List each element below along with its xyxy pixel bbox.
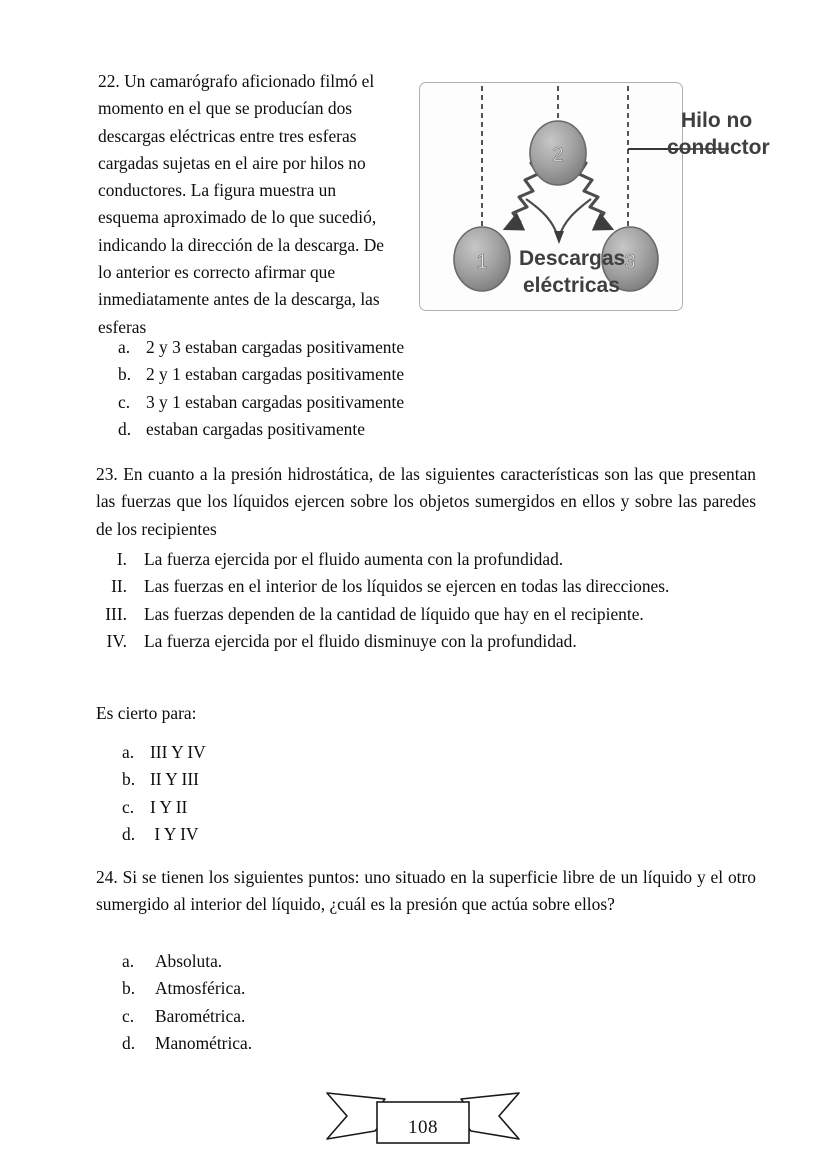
option-letter: c. xyxy=(122,796,135,817)
option-text: Barométrica. xyxy=(155,1005,246,1026)
option-row[interactable] xyxy=(118,416,404,443)
option-text: 2 y 1 estaban cargadas positivamente xyxy=(146,364,405,385)
question-22-figure xyxy=(419,79,819,319)
roman-item xyxy=(96,573,756,600)
option-text: I Y II xyxy=(150,796,188,817)
option-letter: a. xyxy=(122,742,135,762)
option-text: 3 y 1 estaban cargadas positivamente xyxy=(146,391,405,412)
question-23-options xyxy=(122,739,206,848)
thread-caption-line1: Hilo no xyxy=(681,109,753,132)
discharge-leader-left xyxy=(526,199,558,237)
discharge-label-line1: Descargas xyxy=(519,247,626,270)
option-row[interactable] xyxy=(122,739,206,766)
thread-caption-line2: conductor xyxy=(667,136,770,159)
option-text: III Y IV xyxy=(150,742,206,762)
option-letter: a. xyxy=(118,337,131,357)
option-letter: b. xyxy=(122,978,136,999)
option-letter: c. xyxy=(118,391,131,412)
sphere-3-label: 3 xyxy=(624,251,636,273)
option-row[interactable] xyxy=(122,975,252,1002)
option-text: estaban cargadas positivamente xyxy=(146,418,365,439)
option-text: Absoluta. xyxy=(155,951,223,971)
question-24-stem: 24. Si se tienen los siguientes puntos: uno situado en la superficie libre de un líquido y el otro sumergido al interior del líquido, ¿cuál es la presión que actúa sobre ellos? xyxy=(96,867,756,915)
roman-item xyxy=(96,546,756,573)
option-letter: b. xyxy=(118,364,132,385)
option-text: Manométrica. xyxy=(155,1032,253,1053)
option-row[interactable] xyxy=(122,766,206,793)
sphere-1-group xyxy=(454,227,510,291)
roman-numeral: I. xyxy=(116,549,127,569)
question-23-stem: 23. En cuanto a la presión hidrostática, de las siguientes características son las que presentan las fuerzas que los líquidos ejercen sobre los objetos sumergidos en ellos y sobre las paredes de los recipientes xyxy=(96,464,756,539)
option-letter: a. xyxy=(122,951,135,971)
question-22-options xyxy=(118,334,404,443)
footer-ribbon xyxy=(323,1087,523,1155)
roman-item-text: Las fuerzas en el interior de los líquidos se ejercen en todas las direcciones. xyxy=(144,576,670,597)
discharge-arrowhead xyxy=(554,231,564,244)
option-row[interactable] xyxy=(122,948,252,975)
roman-item-text: La fuerza ejercida por el fluido disminuye con la profundidad. xyxy=(144,631,577,652)
option-row[interactable] xyxy=(118,334,404,361)
option-text: I Y IV xyxy=(150,823,199,844)
roman-numeral: IV. xyxy=(106,631,127,652)
option-row[interactable] xyxy=(122,794,206,821)
option-row[interactable] xyxy=(122,821,206,848)
roman-item-text: Las fuerzas dependen de la cantidad de líquido que hay en el recipiente. xyxy=(144,603,644,624)
page-number: 108 xyxy=(408,1117,438,1138)
option-letter: b. xyxy=(122,769,136,790)
question-23-prompt: Es cierto para: xyxy=(96,703,197,723)
sphere-2-label: 2 xyxy=(552,144,564,166)
option-text: 2 y 3 estaban cargadas positivamente xyxy=(146,337,405,357)
option-row[interactable] xyxy=(118,389,404,416)
option-text: II Y III xyxy=(150,769,199,790)
option-letter: d. xyxy=(122,1032,136,1053)
option-letter: c. xyxy=(122,1005,135,1026)
option-letter: d. xyxy=(122,823,136,844)
option-letter: d. xyxy=(118,418,132,439)
roman-item-text: La fuerza ejercida por el fluido aumenta con la profundidad. xyxy=(144,549,564,569)
question-22-stem: 22. Un camarógrafo aficionado filmó el momento en el que se producían dos descargas eléctricas entre tres esferas cargadas sujetas en el aire por hilos no conductores. La figura muestra un esquema aproximado de lo que sucedió, indicando la dirección de la descarga. De lo anterior es correcto afirmar que inmediatamente antes de la descarga, las esferas xyxy=(98,71,385,337)
option-row[interactable] xyxy=(122,1003,252,1030)
question-22-block xyxy=(98,68,398,341)
roman-item xyxy=(96,628,756,655)
option-text: Atmosférica. xyxy=(155,978,246,999)
roman-numeral: III. xyxy=(105,603,127,624)
question-23-roman-list xyxy=(96,546,756,656)
sphere-2-group xyxy=(530,121,586,185)
roman-numeral: II. xyxy=(111,576,127,597)
roman-item xyxy=(96,601,756,628)
figure-diagram-svg xyxy=(419,79,819,319)
discharge-label-line2: eléctricas xyxy=(523,274,620,297)
question-24-options xyxy=(122,948,252,1057)
option-row[interactable] xyxy=(122,1030,252,1057)
sphere-1-label: 1 xyxy=(476,251,488,273)
option-row[interactable] xyxy=(118,361,404,388)
